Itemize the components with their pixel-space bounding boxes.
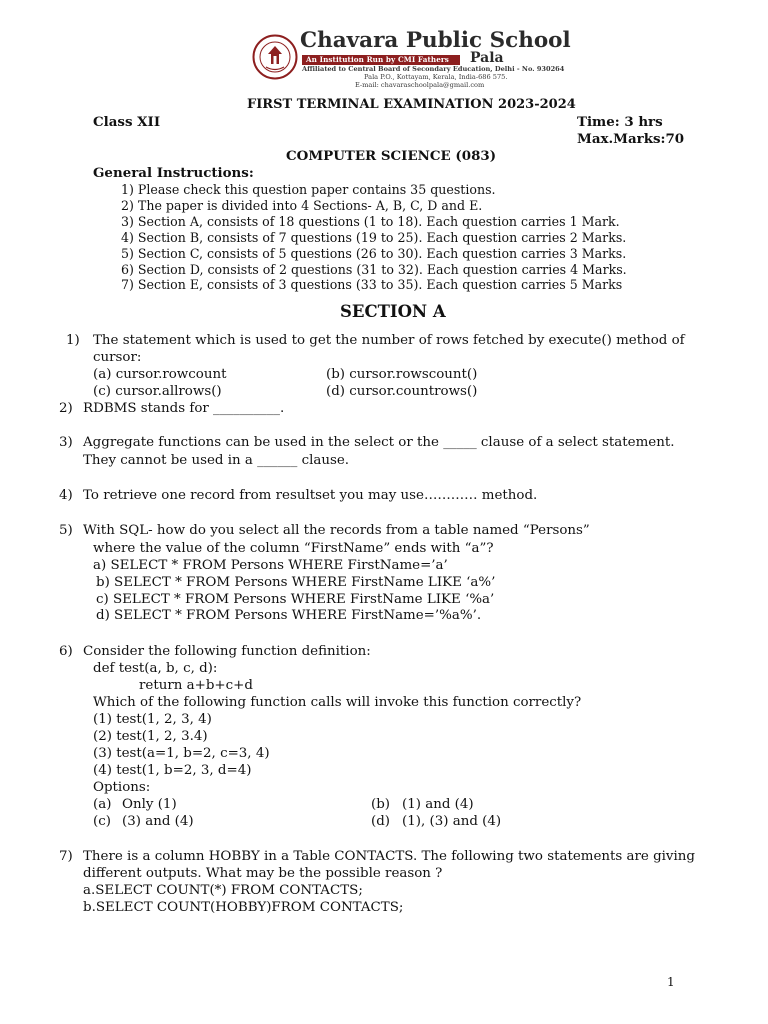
question-number: 7) (59, 849, 73, 864)
instruction-item: 4) Section B, consists of 7 questions (19 to 25). Each question carries 2 Marks. (121, 230, 627, 245)
question-text: different outputs. What may be the possible reason ? (83, 866, 443, 881)
answer-option: a) SELECT * FROM Persons WHERE FirstName=’a’ (93, 558, 448, 573)
section-title: SECTION A (340, 302, 446, 321)
question-text: where the value of the column “FirstName” ends with “a”? (93, 541, 494, 556)
answer-option: (d) cursor.countrows() (326, 384, 478, 399)
question-text: Which of the following function calls will invoke this function correctly? (93, 695, 582, 710)
instructions-heading: General Instructions: (93, 165, 254, 181)
question-text: With SQL- how do you select all the records from a table named “Persons” (83, 523, 590, 538)
option-key: (c) (93, 814, 111, 829)
instruction-item: 3) Section A, consists of 18 questions (1 to 18). Each question carries 1 Mark. (121, 214, 620, 229)
option-key: (b) (371, 797, 391, 812)
instruction-item: 1) Please check this question paper contains 35 questions. (121, 182, 496, 197)
function-call: (3) test(a=1, b=2, c=3, 4) (93, 746, 270, 761)
school-email: E-mail: chavaraschoolpala@gmail.com (355, 81, 485, 89)
answer-option: b) SELECT * FROM Persons WHERE FirstName LIKE ‘a%’ (96, 575, 496, 590)
instruction-item: 2) The paper is divided into 4 Sections- A, B, C, D and E. (121, 198, 483, 213)
school-name: Chavara Public School (300, 28, 571, 53)
option-key: (a) (93, 797, 112, 812)
sql-statement: b.SELECT COUNT(HOBBY)FROM CONTACTS; (83, 900, 404, 915)
question-text: They cannot be used in a ______ clause. (83, 453, 350, 468)
answer-option: (a) cursor.rowcount (93, 367, 227, 382)
answer-option: (1), (3) and (4) (402, 814, 502, 829)
school-town: Pala (470, 50, 504, 66)
options-label: Options: (93, 780, 151, 795)
max-marks-label: Max.Marks:70 (577, 131, 685, 147)
instruction-item: 7) Section E, consists of 3 questions (33 to 35). Each question carries 5 Marks (121, 277, 623, 292)
instruction-item: 6) Section D, consists of 2 questions (31 to 32). Each question carries 4 Marks. (121, 262, 627, 277)
question-number: 1) (66, 333, 80, 348)
page-number: 1 (667, 975, 675, 989)
question-text: There is a column HOBBY in a Table CONTACTS. The following two statements are giving (83, 849, 695, 864)
instruction-item: 5) Section C, consists of 5 questions (26 to 30). Each question carries 3 Marks. (121, 246, 627, 261)
answer-option: (1) and (4) (402, 797, 474, 812)
answer-option: d) SELECT * FROM Persons WHERE FirstName=’%a%’. (96, 608, 482, 623)
answer-option: (b) cursor.rowscount() (326, 367, 478, 382)
school-address: Pala P.O., Kottayam, Kerala, India-686 575. (364, 73, 508, 81)
question-number: 5) (59, 523, 73, 538)
exam-title: FIRST TERMINAL EXAMINATION 2023-2024 (247, 97, 576, 112)
question-number: 3) (59, 435, 73, 450)
answer-option: (c) cursor.allrows() (93, 384, 222, 399)
subject-title: COMPUTER SCIENCE (083) (286, 148, 497, 164)
function-call: (2) test(1, 2, 3.4) (93, 729, 208, 744)
class-label: Class XII (93, 114, 161, 130)
question-text: To retrieve one record from resultset you may use………… method. (83, 488, 538, 503)
code-line: def test(a, b, c, d): (93, 661, 218, 676)
function-call: (4) test(1, b=2, 3, d=4) (93, 763, 252, 778)
code-line: return a+b+c+d (139, 678, 253, 693)
question-number: 4) (59, 488, 73, 503)
time-label: Time: 3 hrs (577, 114, 663, 130)
affiliation-text: Affiliated to Central Board of Secondary Education, Delhi - No. 930264 (302, 65, 565, 73)
sql-statement: a.SELECT COUNT(*) FROM CONTACTS; (83, 883, 363, 898)
function-call: (1) test(1, 2, 3, 4) (93, 712, 212, 727)
question-number: 2) (59, 401, 73, 416)
answer-option: c) SELECT * FROM Persons WHERE FirstName LIKE ‘%a’ (96, 592, 495, 607)
question-text: Aggregate functions can be used in the select or the _____ clause of a select statement. (83, 435, 675, 450)
question-text: cursor: (93, 350, 142, 365)
answer-option: Only (1) (122, 797, 177, 812)
school-tagline: An Institution Run by CMI Fathers (306, 55, 449, 64)
question-text: RDBMS stands for __________. (83, 401, 285, 416)
question-number: 6) (59, 644, 73, 659)
question-text: Consider the following function definition: (83, 644, 371, 659)
question-text: The statement which is used to get the number of rows fetched by execute() method of (93, 333, 685, 348)
school-logo-seal (252, 34, 298, 80)
option-key: (d) (371, 814, 391, 829)
answer-option: (3) and (4) (122, 814, 194, 829)
